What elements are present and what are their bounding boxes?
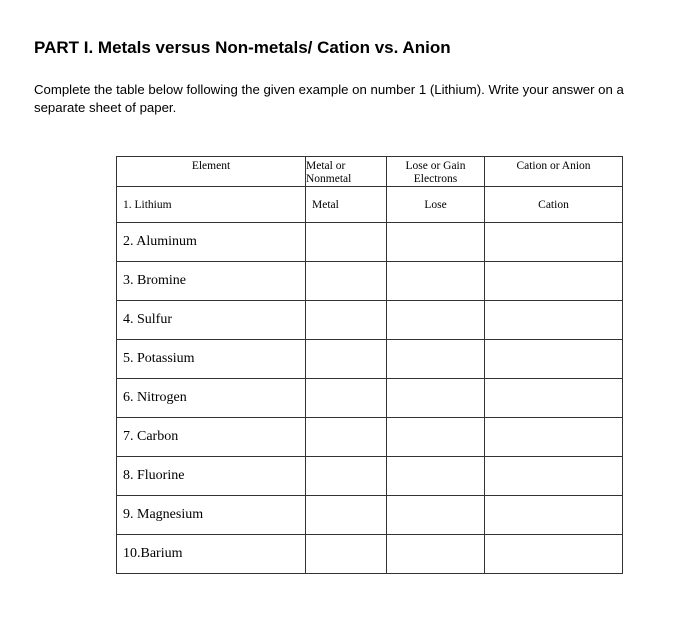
answer-cell (387, 418, 485, 457)
answer-cell (306, 457, 387, 496)
answer-cell (306, 223, 387, 262)
element-cell: 5. Potassium (117, 340, 306, 379)
answer-cell (387, 301, 485, 340)
answer-cell (387, 535, 485, 574)
answer-cell (485, 457, 623, 496)
table-row (117, 262, 623, 301)
element-cell: 9. Magnesium (117, 496, 306, 535)
table-row (117, 301, 623, 340)
table-row (117, 457, 623, 496)
element-cell: 4. Sulfur (117, 301, 306, 340)
header-cation-or-anion: Cation or Anion (485, 157, 623, 187)
table-row (117, 223, 623, 262)
answer-cell (485, 340, 623, 379)
answer-cell (306, 301, 387, 340)
answer-cell (485, 379, 623, 418)
answer-cell (387, 379, 485, 418)
example-row (117, 187, 623, 223)
example-ion: Cation (485, 187, 623, 223)
answer-cell (387, 496, 485, 535)
element-cell: 3. Bromine (117, 262, 306, 301)
table-row (117, 418, 623, 457)
page-title: PART I. Metals versus Non-metals/ Cation vs. Anion (34, 38, 451, 57)
element-cell: 7. Carbon (117, 418, 306, 457)
header-element: Element (117, 157, 306, 187)
element-cell: 10.Barium (117, 535, 306, 574)
answer-cell (306, 379, 387, 418)
element-cell: 6. Nitrogen (117, 379, 306, 418)
answer-cell (485, 496, 623, 535)
example-element: 1. Lithium (117, 187, 306, 223)
instructions: Complete the table below following the given example on number 1 (Lithium). Write your answer on a separate sheet of paper. (34, 82, 624, 115)
answer-cell (306, 340, 387, 379)
answer-cell (306, 496, 387, 535)
answer-cell (387, 262, 485, 301)
table-row (117, 535, 623, 574)
answer-cell (485, 301, 623, 340)
answer-cell (485, 223, 623, 262)
element-table (116, 156, 623, 574)
answer-cell (306, 418, 387, 457)
answer-cell (485, 262, 623, 301)
header-row (117, 157, 623, 187)
table-row (117, 379, 623, 418)
header-metal-or-nonmetal: Metal or Nonmetal (306, 157, 387, 187)
example-lose: Lose (387, 187, 485, 223)
table-row (117, 340, 623, 379)
example-metal: Metal (306, 187, 387, 223)
answer-cell (485, 535, 623, 574)
answer-cell (306, 535, 387, 574)
answer-cell (387, 340, 485, 379)
element-cell: 2. Aluminum (117, 223, 306, 262)
table-row (117, 496, 623, 535)
answer-cell (387, 457, 485, 496)
header-lose-or-gain: Lose or Gain Electrons (387, 157, 485, 187)
element-cell: 8. Fluorine (117, 457, 306, 496)
answer-cell (485, 418, 623, 457)
answer-cell (306, 262, 387, 301)
answer-cell (387, 223, 485, 262)
